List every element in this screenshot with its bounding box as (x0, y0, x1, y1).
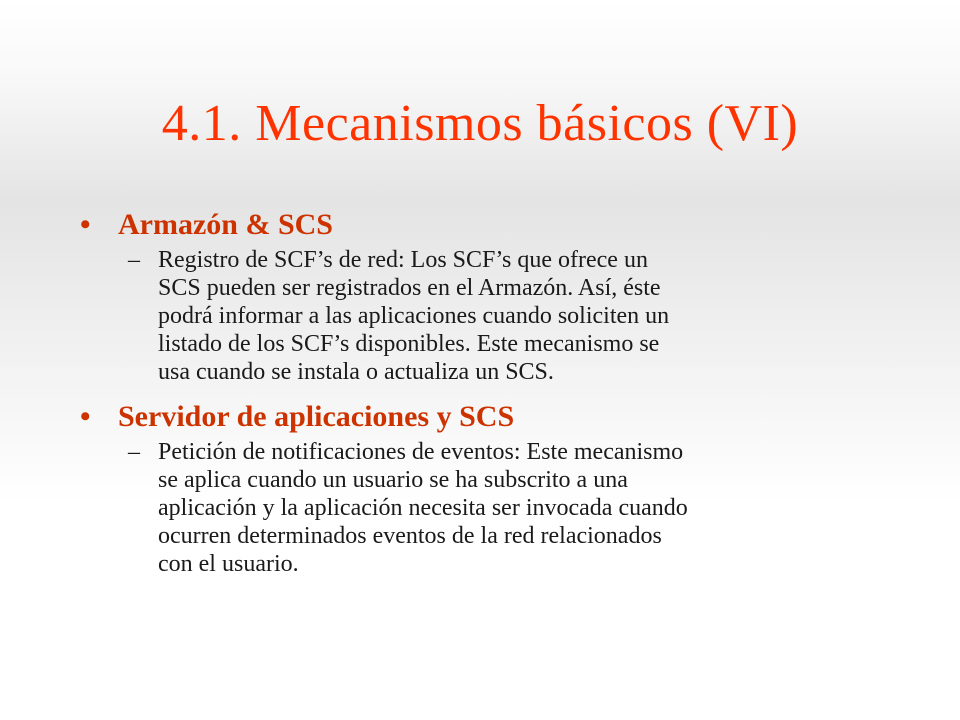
bullet-heading (80, 206, 900, 244)
sub-bullet (128, 246, 900, 386)
bullet-heading-text: Servidor de aplicaciones y SCS (118, 400, 515, 433)
bullet-marker: • (80, 400, 91, 433)
bullet-section-armazon (80, 206, 900, 386)
bullet-marker: • (80, 208, 91, 241)
sub-bullet-text: Petición de notificaciones de eventos: Este mecanismo se aplica cuando un usuario se ha subscrito a una aplicación y la aplicación necesita ser invocada cuando ocurren determinados eventos de la red relacionados con el usuario. (158, 439, 688, 577)
sub-bullet-text: Registro de SCF’s de red: Los SCF’s que ofrece un SCS pueden ser registrados en el Armazón. Así, éste podrá informar a las aplicaciones cuando soliciten un listado de los SCF’s disponibles. Este mecanismo se usa cuando se instala o actualiza un SCS. (158, 247, 670, 385)
slide-content (80, 206, 900, 588)
sub-bullet (128, 438, 900, 578)
bullet-heading (80, 398, 900, 436)
slide-title: 4.1. Mecanismos básicos (VI) (161, 95, 799, 152)
bullet-section-servidor (80, 398, 900, 578)
bullet-heading-text: Armazón & SCS (118, 208, 333, 241)
sub-bullet-marker: – (128, 439, 140, 465)
sub-bullet-marker: – (128, 247, 140, 273)
